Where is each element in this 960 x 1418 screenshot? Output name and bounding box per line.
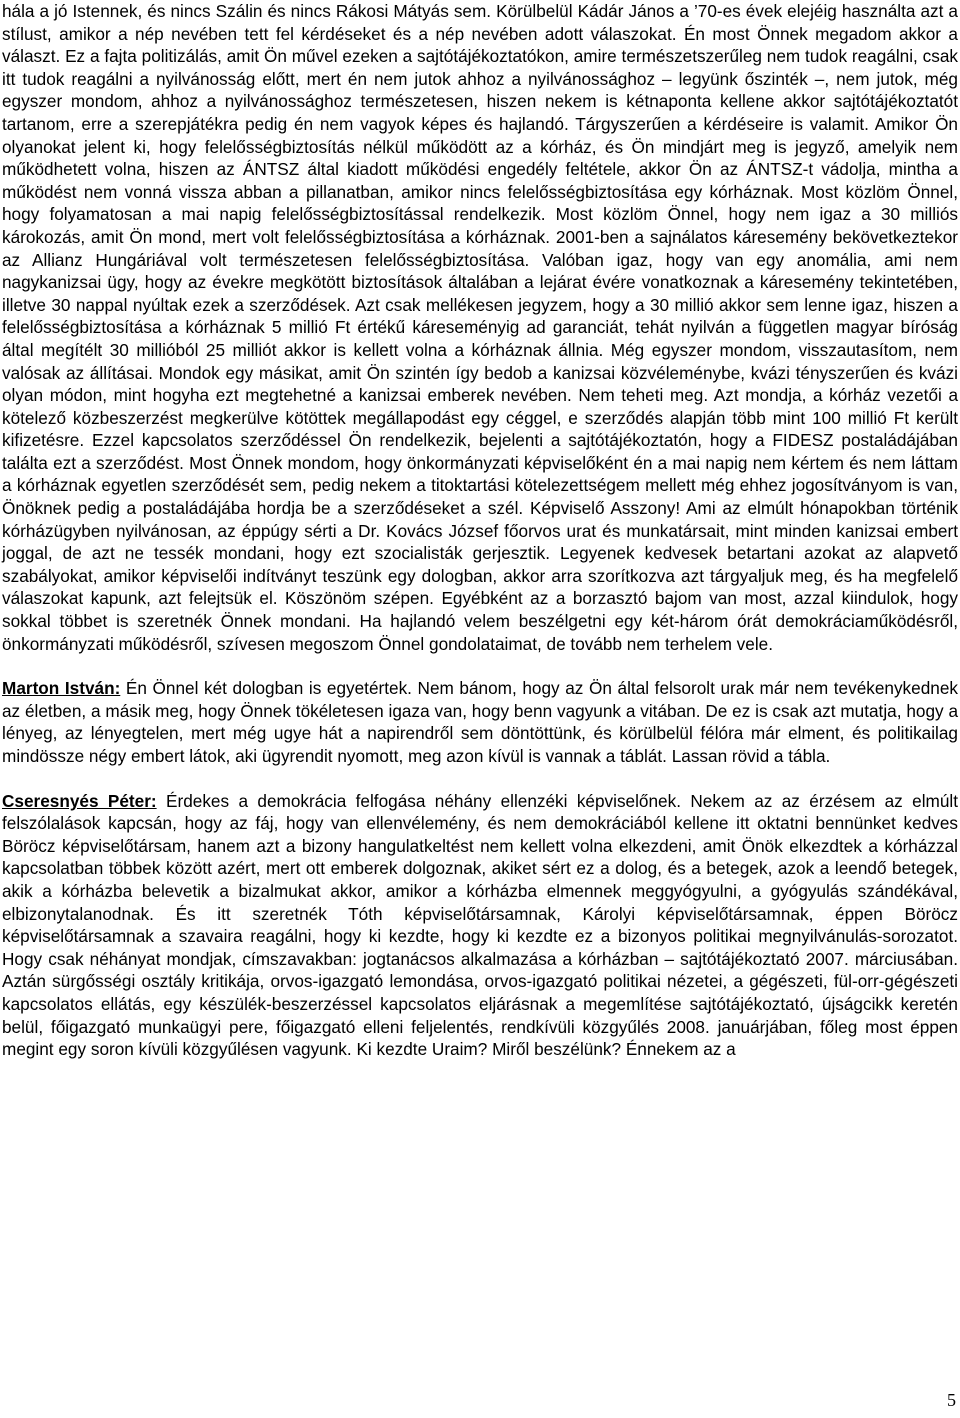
speaker-name: Cseresnyés Péter: — [2, 790, 157, 811]
paragraph-1 — [2, 0, 958, 655]
paragraph-text: hála a jó Istennek, és nincs Szálin és nincs Rákosi Mátyás sem. Körülbelül Kádár János a ’70-es évek elejéig használta azt a stílust, amikor a nép nevében tett fel kérdéseket és a nép nevében adott válaszokat. Én most Önnek megadom akkor a választ. Ez a fajta politizálás, amit Ön művel ezeken a sajtótájékoztatókon, amire természetszerűleg nem tudok reagálni, csak itt tudok reagálni a nyilvánosság előtt, mert én nem jutok ahhoz a nyilvánossághoz – legyünk őszinték –, nem jutok, még egyszer mondom, ahhoz a nyilvánossághoz természetesen, hiszen nekem is kétnaponta kellene akkor sajtótájékoztatót tartanom, erre a szerepjátékra pedig én nem vagyok képes és hajlandó. Tárgyszerűen a kérdéseire is valamit. Amikor Ön olyanokat jelent ki, hogy felelősségbiztosítás nélkül működött az a kórház, és Ön mindjárt meg is jegyző, amelyik nem működhetett volna, hiszen az ÁNTSZ által kiadott működési engedély feltétele, akkor Ön az ÁNTSZ-t vádolja, mintha a működést nem vonná vissza abban a pillanatban, amikor nincs felelősségbiztosítása egy kórháznak. Most közlöm Önnel, hogy folyamatosan a mai napig felelősségbiztosítással rendelkezik. Most közlöm Önnel, hogy nem igaz a 30 milliós károkozás, amit Ön mond, mert volt felelősségbiztosítása a kórháznak. 2001-ben a sajnálatos káresemény bekövetkeztekor az Allianz Hungáriával volt természetesen felelősségbiztosítása. Valóban igaz, hogy van egy anomália, ami nem nagykanizsai ügy, hogy az évekre megkötött biztosítások általában a lejárat évére vonatkoznak a káresemény tekintetében, illetve 30 nappal nyúltak ezek a szerződések. Azt csak mellékesen jegyzem, hogy a 30 millió akkor sem lenne igaz, hiszen a felelősségbiztosítása a kórháznak 5 millió Ft értékű káreseményig ad garanciát, tehát nyilván a független magyar bíróság által megítélt 30 millióból 25 milliót akkor is kellett volna a kórháznak állnia. Még egyszer mondom, visszautasítom, nem valósak az állításai. Mondok egy másikat, amit Ön szintén így bedob a kanizsai közvéleménybe, kvázi tényszerűen és kvázi olyan módon, mint hogyha ezt megtehetné a kanizsai emberek nevében. Nem teheti meg. Azt mondja, a kórház vezetői a kötelező közbeszerzést megkerülve kötöttek megállapodást egy céggel, e szerződés alapján több mint 100 millió Ft került kifizetésre. Ezzel kapcsolatos szerződéssel Ön rendelkezik, bejelenti a sajtótájékoztatón, hogy a FIDESZ postaládájában találta ezt a szerződést. Most Önnek mondom, hogy önkormányzati képviselőként én a mai napig nem kértem és nem láttam a kórháznak egyetlen szerződését sem, pedig nekem a titoktartási kötelezettségem mellett még ehhez jogosítványom is van, Önöknek pedig a postaládájába hordja be a szerződéseket a szél. Képviselő Asszony! Ami az elmúlt hónapokban történik kórházügyben nyilvánosan, az éppúgy sérti a Dr. Kovács József főorvos urat és munkatársait, mint minden kanizsai embert joggal, de azt ne tessék mondani, hogy ezt szocialisták gerjesztik. Legyenek kedvesek betartani azokat az alapvető szabályokat, amikor képviselői indítványt teszünk egy dologban, akkor arra szorítkozva azt tárgyaljuk meg, és ha megfelelő válaszokat kapunk, azt felejtsük el. Köszönöm szépen. Egyébként az a borzasztó bajom van most, azzal kiindulok, hogy sokkal többet is szeretnék Önnek mondani. Ha hajlandó velem beszélgetni egy két-három órát demokráciaműködésről, önkormányzati működésről, szívesen megoszom Önnel gondolataimat, de tovább nem terhelem vele. — [2, 1, 958, 654]
paragraph-text: Én Önnel két dologban is egyetértek. Nem bánom, hogy az Ön által felsorolt urak már nem tevékenykednek az életben, a másik meg, hogy Önnek tökéletesen igaza van, hogy benn vagyunk a vitában. De ez is csak azt mutatja, hogy a lényeg, az lényegtelen, mert még ugye hát a napirendről sem döntöttünk, és körülbelül félóra már elment, és politikailag mindössze négy embert látok, aki ügyrendit nyomott, meg azon kívül is vannak a táblát. Lassan rövid a tábla. — [2, 678, 958, 766]
paragraph-text: Érdekes a demokrácia felfogása néhány ellenzéki képviselőnek. Nekem az az érzésem az elmúlt felszólalások kapcsán, hogy az fáj, hogy van ellenvélemény, és nem demokráciából kellene itt oktatni bennünket kedves Böröcz képviselőtársam, hanem azt a bizony hangulatkeltést nem kellett volna elkezdeni, amit Önök elkezdtek a kórházzal kapcsolatban többek között azért, mert ott emberek dolgoznak, akiket sért ez a dolog, és a betegek, azok a leendő betegek, akik a kórházba belevetik a bizalmukat akkor, amikor a kórházba elmennek meggyógyulni, a gyógyulás szándékával, elbizonytalanodnak. És itt szeretnék Tóth képviselőtársamnak, Károlyi képviselőtársamnak, éppen Böröcz képviselőtársamnak a szavaira reagálni, hogy ki kezdte, hogy ki kezdte ez a bizonyos politikai megnyilvánulás-sorozatot. Hogy csak néhányat mondjak, címszavakban: jogtanácsos alkalmazása a kórházban – sajtótájékoztató 2007. márciusában. Aztán sürgősségi osztály kritikája, orvos-igazgató lemondása, orvos-igazgató politikai nézetei, a gégészeti, fül-orr-gégészeti kapcsolatos ellátás, egy készülék-beszerzéssel kapcsolatos eljárásnak a megemlítése sajtótájékoztató, újságcikk keretén belül, főigazgató munkaügyi pere, főigazgató elleni feljelentés, rendkívüli közgyűlés 2008. januárjában, főleg most éppen megint egy soron kívüli közgyűlésen vagyunk. Ki kezdte Uraim? Miről beszélünk? Énnekem az a — [2, 790, 958, 1060]
page-number: 5 — [947, 1390, 956, 1410]
paragraph-cseresnyes-peter — [2, 790, 958, 1061]
paragraph-marton-istvan — [2, 677, 958, 767]
speaker-name: Marton István: — [2, 678, 121, 699]
document-page — [2, 0, 958, 1061]
